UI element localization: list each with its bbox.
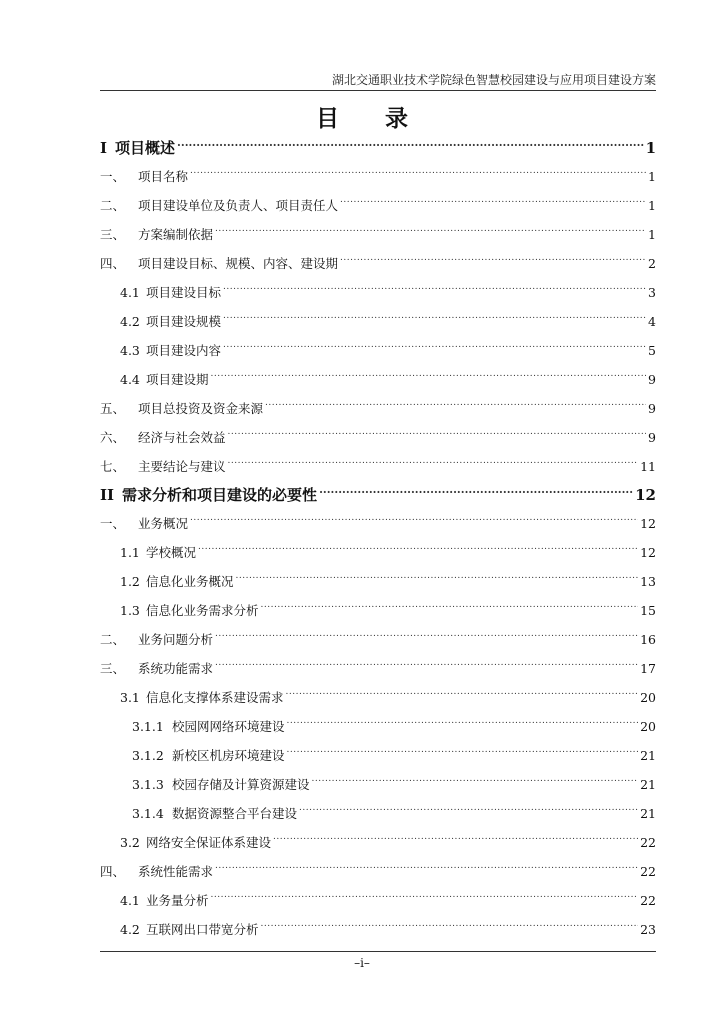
- toc-entry-number: 六、: [100, 430, 126, 445]
- dot-leader: [299, 802, 638, 818]
- dot-leader: [223, 281, 646, 297]
- toc-entry[interactable]: [100, 570, 656, 589]
- toc-entry-page: 21: [640, 777, 656, 792]
- toc-entry-number: 二、: [100, 632, 126, 647]
- toc-entry-label: 项目建设期: [146, 372, 209, 387]
- dot-leader: [340, 252, 646, 268]
- dot-leader: [177, 137, 644, 153]
- toc-entry-page: 13: [640, 574, 656, 589]
- toc-entry[interactable]: [100, 165, 656, 184]
- toc-entry-number: 4.2: [120, 314, 140, 329]
- toc-entry-label: 项目建设单位及负责人、项目责任人: [138, 198, 339, 213]
- dot-leader: [211, 368, 647, 384]
- dot-leader: [261, 599, 639, 615]
- toc-entry[interactable]: [100, 223, 656, 242]
- dot-leader: [215, 223, 646, 239]
- toc-entry[interactable]: [100, 455, 656, 474]
- toc-entry[interactable]: [100, 512, 656, 531]
- toc-entry-label: 业务量分析: [146, 893, 209, 908]
- toc-entry[interactable]: [100, 397, 656, 416]
- page-number: –i–: [354, 956, 370, 970]
- toc-entry-page: 11: [640, 459, 656, 474]
- dot-leader: [190, 512, 638, 528]
- dot-leader: [211, 889, 639, 905]
- toc-entry-page: 23: [640, 922, 656, 937]
- toc-entry-number: 3.1.1: [132, 719, 164, 734]
- toc-entry-number: I: [100, 139, 108, 157]
- dot-leader: [286, 686, 639, 702]
- toc-entry-page: 20: [640, 719, 656, 734]
- dot-leader: [273, 831, 638, 847]
- toc-entry[interactable]: [100, 860, 656, 879]
- toc-entry-page: 4: [648, 314, 656, 329]
- toc-entry[interactable]: [100, 541, 656, 560]
- toc-entry[interactable]: [100, 310, 656, 329]
- header-rule: [100, 90, 656, 91]
- dot-leader: [228, 426, 647, 442]
- dot-leader: [228, 455, 639, 471]
- toc-entry-number: 三、: [100, 227, 126, 242]
- toc-entry[interactable]: [100, 744, 656, 763]
- toc-entry[interactable]: [100, 657, 656, 676]
- toc-entry-label: 需求分析和项目建设的必要性: [122, 486, 318, 504]
- toc-entry-page: 1: [648, 227, 656, 242]
- toc-entry-page: 22: [640, 893, 656, 908]
- dot-leader: [215, 860, 638, 876]
- toc-entry-label: 系统性能需求: [138, 864, 214, 879]
- toc-entry-page: 12: [635, 486, 656, 504]
- toc-entry[interactable]: [100, 252, 656, 271]
- toc-entry-number: 一、: [100, 169, 126, 184]
- toc-entry[interactable]: [100, 686, 656, 705]
- toc-entry-number: II: [100, 486, 115, 504]
- toc-entry-label: 项目总投资及资金来源: [138, 401, 264, 416]
- toc-entry-label: 业务问题分析: [138, 632, 214, 647]
- dot-leader: [261, 918, 639, 934]
- toc-entry-number: 4.4: [120, 372, 140, 387]
- toc-entry[interactable]: [100, 773, 656, 792]
- toc-entry-page: 16: [640, 632, 656, 647]
- toc-entry[interactable]: [100, 715, 656, 734]
- toc-entry-label: 业务概况: [138, 516, 189, 531]
- toc-entry-number: 五、: [100, 401, 126, 416]
- toc-chapter-entry[interactable]: [100, 137, 656, 155]
- toc-entry-number: 3.1.4: [132, 806, 164, 821]
- toc-entry-page: 5: [648, 343, 656, 358]
- toc-entry-number: 二、: [100, 198, 126, 213]
- toc-chapter-entry[interactable]: [100, 484, 656, 502]
- toc-entry-label: 系统功能需求: [138, 661, 214, 676]
- toc-entry[interactable]: [100, 599, 656, 618]
- toc-entry-label: 网络安全保证体系建设: [146, 835, 272, 850]
- dot-leader: [287, 715, 639, 731]
- toc-entry-page: 12: [640, 516, 656, 531]
- toc-entry-number: 4.1: [120, 285, 140, 300]
- toc-entry-label: 主要结论与建议: [138, 459, 226, 474]
- toc-entry-number: 四、: [100, 864, 126, 879]
- toc-entry[interactable]: [100, 194, 656, 213]
- toc-entry-number: 4.3: [120, 343, 140, 358]
- toc-entry[interactable]: [100, 628, 656, 647]
- dot-leader: [198, 541, 638, 557]
- toc-entry[interactable]: [100, 426, 656, 445]
- toc-entry[interactable]: [100, 339, 656, 358]
- toc-entry-page: 1: [648, 169, 656, 184]
- toc-entry-label: 方案编制依据: [138, 227, 214, 242]
- dot-leader: [319, 484, 633, 500]
- toc-entry-number: 1.1: [120, 545, 140, 560]
- toc-entry-label: 项目建设规模: [146, 314, 222, 329]
- dot-leader: [312, 773, 639, 789]
- toc-entry-number: 4.1: [120, 893, 140, 908]
- toc-entry-number: 4.2: [120, 922, 140, 937]
- toc-entry-number: 三、: [100, 661, 126, 676]
- toc-entry-page: 1: [645, 139, 656, 157]
- dot-leader: [265, 397, 646, 413]
- toc-entry[interactable]: [100, 831, 656, 850]
- toc-entry-label: 信息化业务概况: [146, 574, 234, 589]
- toc-entry[interactable]: [100, 918, 656, 937]
- toc-entry-label: 数据资源整合平台建设: [172, 806, 298, 821]
- toc-entry-number: 七、: [100, 459, 126, 474]
- toc-entry-label: 经济与社会效益: [138, 430, 226, 445]
- toc-entry-page: 21: [640, 806, 656, 821]
- toc-entry-number: 3.1: [120, 690, 140, 705]
- toc-entry-label: 项目名称: [138, 169, 189, 184]
- dot-leader: [223, 339, 646, 355]
- toc-entry-page: 21: [640, 748, 656, 763]
- toc-entry-page: 17: [640, 661, 656, 676]
- toc-entry-page: 22: [640, 835, 656, 850]
- toc-entry-page: 22: [640, 864, 656, 879]
- toc-entry-label: 互联网出口带宽分析: [146, 922, 259, 937]
- toc-entry-number: 3.2: [120, 835, 140, 850]
- toc-title: 目 录: [316, 105, 408, 132]
- toc-entry-label: 校园存储及计算资源建设: [172, 777, 310, 792]
- toc-entry-page: 12: [640, 545, 656, 560]
- dot-leader: [236, 570, 639, 586]
- toc-entry-page: 9: [648, 401, 656, 416]
- dot-leader: [190, 165, 646, 181]
- toc-entry[interactable]: [100, 281, 656, 300]
- toc-entry-page: 1: [648, 198, 656, 213]
- toc-entry-page: 9: [648, 372, 656, 387]
- toc-entry-label: 校园网网络环境建设: [172, 719, 285, 734]
- toc-entry-page: 3: [648, 285, 656, 300]
- toc-entry-page: 15: [640, 603, 656, 618]
- dot-leader: [215, 628, 638, 644]
- toc-entry-label: 项目建设目标、规模、内容、建设期: [138, 256, 339, 271]
- toc-entry-number: 1.3: [120, 603, 140, 618]
- dot-leader: [223, 310, 646, 326]
- toc-entry[interactable]: [100, 802, 656, 821]
- toc-entry-label: 学校概况: [146, 545, 197, 560]
- toc-entry-number: 一、: [100, 516, 126, 531]
- toc-entry[interactable]: [100, 889, 656, 908]
- toc-entry-page: 20: [640, 690, 656, 705]
- toc-entry-label: 项目建设内容: [146, 343, 222, 358]
- toc-entry-label: 新校区机房环境建设: [172, 748, 285, 763]
- dot-leader: [287, 744, 639, 760]
- toc-entry-number: 3.1.2: [132, 748, 164, 763]
- toc-entry-label: 信息化业务需求分析: [146, 603, 259, 618]
- footer-rule: [100, 951, 656, 952]
- toc-entry-number: 1.2: [120, 574, 140, 589]
- toc-entry-page: 2: [648, 256, 656, 271]
- toc-entry-label: 项目概述: [115, 139, 176, 157]
- toc-entry-number: 四、: [100, 256, 126, 271]
- toc-entry-label: 项目建设目标: [146, 285, 222, 300]
- toc-entry-number: 3.1.3: [132, 777, 164, 792]
- toc-entry-page: 9: [648, 430, 656, 445]
- toc-entry[interactable]: [100, 368, 656, 387]
- dot-leader: [215, 657, 638, 673]
- toc-entry-label: 信息化支撑体系建设需求: [146, 690, 284, 705]
- dot-leader: [340, 194, 646, 210]
- running-header: 湖北交通职业技术学院绿色智慧校园建设与应用项目建设方案: [331, 73, 656, 87]
